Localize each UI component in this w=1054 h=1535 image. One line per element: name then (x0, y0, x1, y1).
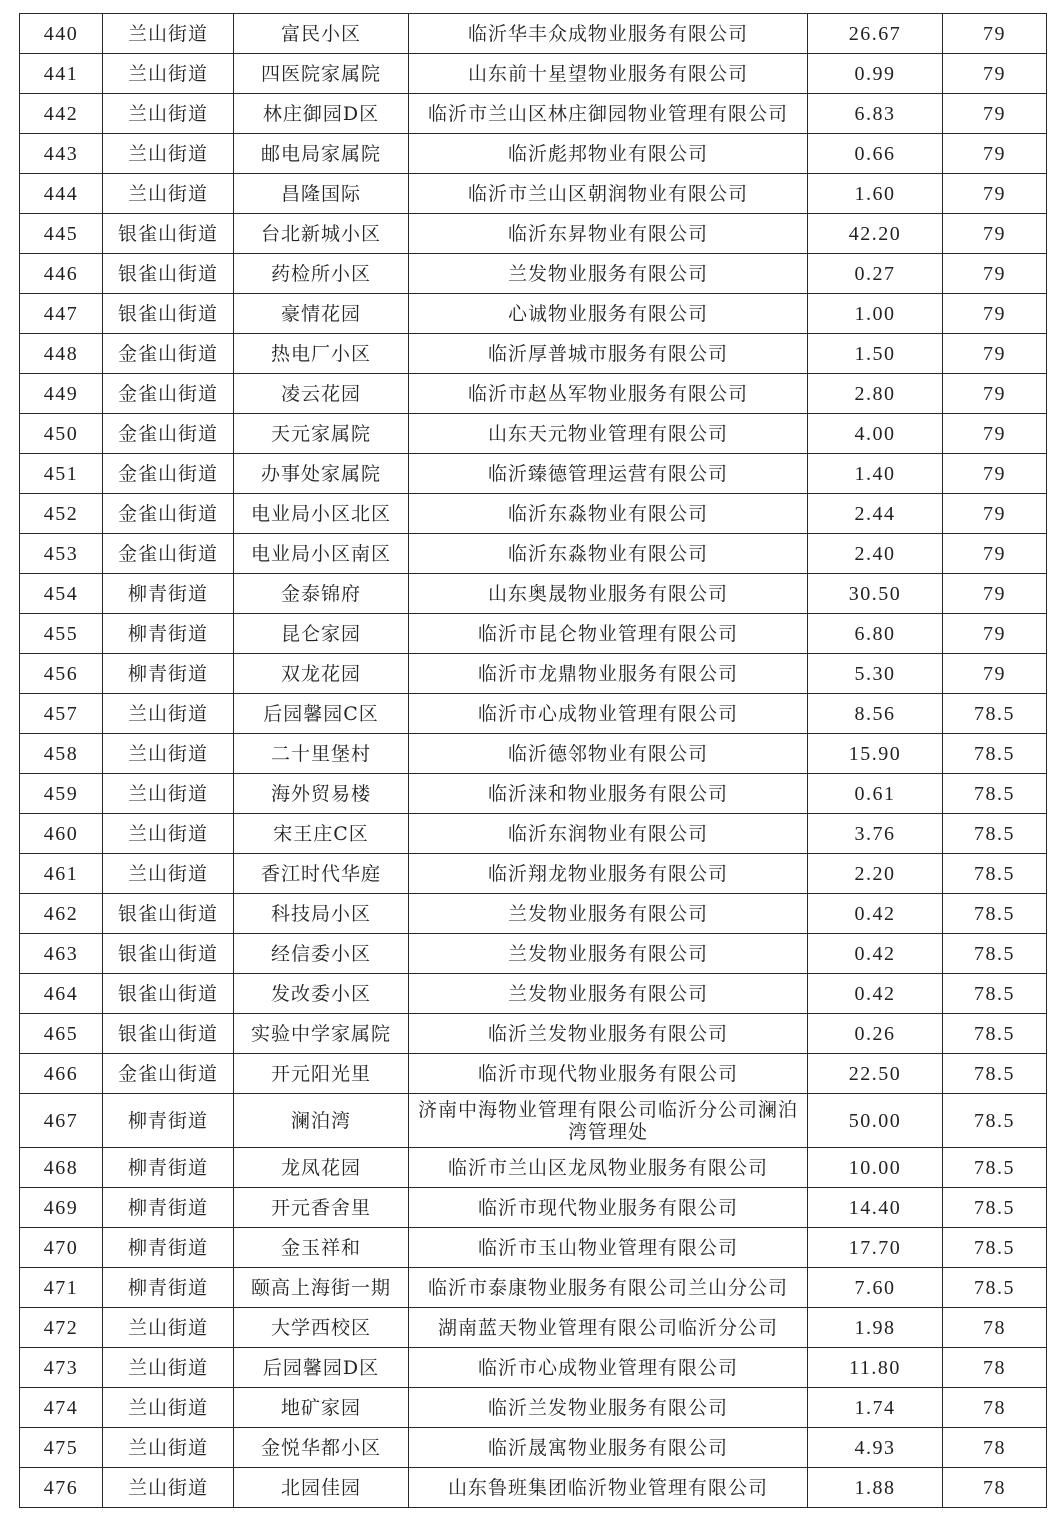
table-row (20, 134, 1047, 174)
area-cell: 8.56 (808, 694, 943, 734)
company-cell: 临沂市兰山区龙凤物业服务有限公司 (409, 1148, 808, 1188)
row-number-cell: 453 (20, 534, 103, 574)
row-number-cell: 447 (20, 294, 103, 334)
area-cell: 17.70 (808, 1228, 943, 1268)
score-cell: 78.5 (943, 854, 1047, 894)
score-cell: 79 (943, 134, 1047, 174)
community-cell: 二十里堡村 (234, 734, 409, 774)
area-cell: 1.88 (808, 1468, 943, 1508)
street-cell: 银雀山街道 (103, 294, 234, 334)
company-cell: 临沂东淼物业有限公司 (409, 534, 808, 574)
company-cell: 临沂市兰山区林庄御园物业管理有限公司 (409, 94, 808, 134)
company-cell: 临沂晟寓物业服务有限公司 (409, 1428, 808, 1468)
street-cell: 兰山街道 (103, 94, 234, 134)
street-cell: 银雀山街道 (103, 1014, 234, 1054)
street-cell: 兰山街道 (103, 14, 234, 54)
row-number-cell: 467 (20, 1094, 103, 1148)
score-cell: 79 (943, 614, 1047, 654)
row-number-cell: 455 (20, 614, 103, 654)
community-cell: 金玉祥和 (234, 1228, 409, 1268)
community-cell: 林庄御园D区 (234, 94, 409, 134)
score-cell: 79 (943, 214, 1047, 254)
street-cell: 银雀山街道 (103, 214, 234, 254)
company-cell: 临沂市泰康物业服务有限公司兰山分公司 (409, 1268, 808, 1308)
table-row (20, 334, 1047, 374)
street-cell: 兰山街道 (103, 1348, 234, 1388)
community-cell: 香江时代华庭 (234, 854, 409, 894)
street-cell: 兰山街道 (103, 174, 234, 214)
company-cell: 山东鲁班集团临沂物业管理有限公司 (409, 1468, 808, 1508)
street-cell: 银雀山街道 (103, 254, 234, 294)
area-cell: 6.80 (808, 614, 943, 654)
community-cell: 天元家属院 (234, 414, 409, 454)
row-number-cell: 441 (20, 54, 103, 94)
company-cell: 山东前十星望物业服务有限公司 (409, 54, 808, 94)
company-cell: 兰发物业服务有限公司 (409, 934, 808, 974)
row-number-cell: 459 (20, 774, 103, 814)
area-cell: 2.44 (808, 494, 943, 534)
score-cell: 78.5 (943, 1054, 1047, 1094)
score-cell: 78.5 (943, 974, 1047, 1014)
area-cell: 14.40 (808, 1188, 943, 1228)
score-cell: 79 (943, 54, 1047, 94)
score-cell: 78.5 (943, 1094, 1047, 1148)
row-number-cell: 444 (20, 174, 103, 214)
company-cell: 临沂臻德管理运营有限公司 (409, 454, 808, 494)
score-cell: 78 (943, 1308, 1047, 1348)
score-cell: 78.5 (943, 934, 1047, 974)
community-cell: 龙凤花园 (234, 1148, 409, 1188)
company-cell: 兰发物业服务有限公司 (409, 894, 808, 934)
community-cell: 昌隆国际 (234, 174, 409, 214)
table-row (20, 494, 1047, 534)
street-cell: 兰山街道 (103, 1468, 234, 1508)
row-number-cell: 451 (20, 454, 103, 494)
row-number-cell: 460 (20, 814, 103, 854)
community-cell: 电业局小区北区 (234, 494, 409, 534)
score-cell: 79 (943, 254, 1047, 294)
row-number-cell: 474 (20, 1388, 103, 1428)
table-row (20, 14, 1047, 54)
community-cell: 后园馨园D区 (234, 1348, 409, 1388)
table-row (20, 814, 1047, 854)
street-cell: 兰山街道 (103, 694, 234, 734)
table-row (20, 1148, 1047, 1188)
company-cell: 临沂市玉山物业管理有限公司 (409, 1228, 808, 1268)
area-cell: 5.30 (808, 654, 943, 694)
row-number-cell: 476 (20, 1468, 103, 1508)
row-number-cell: 442 (20, 94, 103, 134)
row-number-cell: 458 (20, 734, 103, 774)
score-cell: 78.5 (943, 894, 1047, 934)
table-row (20, 854, 1047, 894)
company-cell: 临沂东淼物业有限公司 (409, 494, 808, 534)
community-cell: 办事处家属院 (234, 454, 409, 494)
company-cell: 临沂市心成物业管理有限公司 (409, 694, 808, 734)
row-number-cell: 468 (20, 1148, 103, 1188)
street-cell: 金雀山街道 (103, 454, 234, 494)
street-cell: 柳青街道 (103, 1188, 234, 1228)
community-cell: 实验中学家属院 (234, 1014, 409, 1054)
score-cell: 78.5 (943, 814, 1047, 854)
score-cell: 79 (943, 654, 1047, 694)
area-cell: 3.76 (808, 814, 943, 854)
street-cell: 银雀山街道 (103, 934, 234, 974)
community-cell: 邮电局家属院 (234, 134, 409, 174)
community-cell: 金悦华都小区 (234, 1428, 409, 1468)
company-cell: 临沂市现代物业服务有限公司 (409, 1054, 808, 1094)
row-number-cell: 440 (20, 14, 103, 54)
table-row (20, 894, 1047, 934)
area-cell: 6.83 (808, 94, 943, 134)
table-row (20, 654, 1047, 694)
community-cell: 科技局小区 (234, 894, 409, 934)
table-row (20, 1054, 1047, 1094)
community-cell: 药检所小区 (234, 254, 409, 294)
street-cell: 金雀山街道 (103, 414, 234, 454)
community-cell: 宋王庄C区 (234, 814, 409, 854)
street-cell: 金雀山街道 (103, 374, 234, 414)
row-number-cell: 449 (20, 374, 103, 414)
area-cell: 1.50 (808, 334, 943, 374)
table-row (20, 934, 1047, 974)
row-number-cell: 472 (20, 1308, 103, 1348)
score-cell: 79 (943, 414, 1047, 454)
area-cell: 0.42 (808, 894, 943, 934)
row-number-cell: 465 (20, 1014, 103, 1054)
row-number-cell: 463 (20, 934, 103, 974)
company-cell: 临沂东昇物业有限公司 (409, 214, 808, 254)
table-row (20, 374, 1047, 414)
row-number-cell: 473 (20, 1348, 103, 1388)
area-cell: 1.00 (808, 294, 943, 334)
community-cell: 双龙花园 (234, 654, 409, 694)
area-cell: 26.67 (808, 14, 943, 54)
street-cell: 兰山街道 (103, 814, 234, 854)
area-cell: 0.66 (808, 134, 943, 174)
score-cell: 78.5 (943, 1014, 1047, 1054)
community-cell: 开元香舍里 (234, 1188, 409, 1228)
community-cell: 热电厂小区 (234, 334, 409, 374)
table-row (20, 974, 1047, 1014)
area-cell: 22.50 (808, 1054, 943, 1094)
row-number-cell: 471 (20, 1268, 103, 1308)
community-cell: 后园馨园C区 (234, 694, 409, 734)
area-cell: 10.00 (808, 1148, 943, 1188)
score-cell: 79 (943, 94, 1047, 134)
street-cell: 兰山街道 (103, 1388, 234, 1428)
table-row (20, 1014, 1047, 1054)
area-cell: 1.40 (808, 454, 943, 494)
area-cell: 0.42 (808, 934, 943, 974)
row-number-cell: 464 (20, 974, 103, 1014)
area-cell: 0.27 (808, 254, 943, 294)
company-cell: 山东天元物业管理有限公司 (409, 414, 808, 454)
community-cell: 大学西校区 (234, 1308, 409, 1348)
area-cell: 0.42 (808, 974, 943, 1014)
table-row (20, 694, 1047, 734)
table-row (20, 214, 1047, 254)
company-cell: 湖南蓝天物业管理有限公司临沂分公司 (409, 1308, 808, 1348)
area-cell: 42.20 (808, 214, 943, 254)
company-cell: 临沂厚普城市服务有限公司 (409, 334, 808, 374)
table-row (20, 1094, 1047, 1148)
area-cell: 2.40 (808, 534, 943, 574)
area-cell: 30.50 (808, 574, 943, 614)
table-row (20, 1308, 1047, 1348)
street-cell: 金雀山街道 (103, 494, 234, 534)
street-cell: 金雀山街道 (103, 1054, 234, 1094)
community-cell: 经信委小区 (234, 934, 409, 974)
score-cell: 79 (943, 574, 1047, 614)
area-cell: 0.26 (808, 1014, 943, 1054)
company-cell: 临沂彪邦物业有限公司 (409, 134, 808, 174)
area-cell: 4.00 (808, 414, 943, 454)
area-cell: 1.74 (808, 1388, 943, 1428)
table-row (20, 574, 1047, 614)
company-cell: 临沂市龙鼎物业服务有限公司 (409, 654, 808, 694)
score-cell: 79 (943, 14, 1047, 54)
table-row (20, 294, 1047, 334)
community-cell: 富民小区 (234, 14, 409, 54)
score-cell: 78.5 (943, 734, 1047, 774)
company-cell: 兰发物业服务有限公司 (409, 974, 808, 1014)
row-number-cell: 446 (20, 254, 103, 294)
score-cell: 79 (943, 334, 1047, 374)
table-row (20, 1228, 1047, 1268)
row-number-cell: 466 (20, 1054, 103, 1094)
company-cell: 心诚物业服务有限公司 (409, 294, 808, 334)
community-cell: 海外贸易楼 (234, 774, 409, 814)
table-row (20, 454, 1047, 494)
row-number-cell: 462 (20, 894, 103, 934)
street-cell: 柳青街道 (103, 1148, 234, 1188)
street-cell: 兰山街道 (103, 734, 234, 774)
street-cell: 柳青街道 (103, 574, 234, 614)
score-cell: 78.5 (943, 1268, 1047, 1308)
area-cell: 1.98 (808, 1308, 943, 1348)
company-cell: 济南中海物业管理有限公司临沂分公司澜泊湾管理处 (409, 1094, 808, 1148)
table-row (20, 1428, 1047, 1468)
street-cell: 兰山街道 (103, 134, 234, 174)
table-row (20, 534, 1047, 574)
area-cell: 2.20 (808, 854, 943, 894)
street-cell: 金雀山街道 (103, 534, 234, 574)
street-cell: 兰山街道 (103, 54, 234, 94)
community-cell: 凌云花园 (234, 374, 409, 414)
community-cell: 电业局小区南区 (234, 534, 409, 574)
community-cell: 开元阳光里 (234, 1054, 409, 1094)
street-cell: 兰山街道 (103, 774, 234, 814)
table-row (20, 1348, 1047, 1388)
street-cell: 柳青街道 (103, 1228, 234, 1268)
table-row (20, 254, 1047, 294)
area-cell: 7.60 (808, 1268, 943, 1308)
area-cell: 2.80 (808, 374, 943, 414)
row-number-cell: 443 (20, 134, 103, 174)
area-cell: 50.00 (808, 1094, 943, 1148)
score-cell: 78.5 (943, 694, 1047, 734)
company-cell: 临沂翔龙物业服务有限公司 (409, 854, 808, 894)
area-cell: 4.93 (808, 1428, 943, 1468)
area-cell: 1.60 (808, 174, 943, 214)
street-cell: 兰山街道 (103, 854, 234, 894)
score-cell: 78 (943, 1428, 1047, 1468)
company-cell: 临沂华丰众成物业服务有限公司 (409, 14, 808, 54)
street-cell: 兰山街道 (103, 1428, 234, 1468)
company-cell: 临沂德邻物业有限公司 (409, 734, 808, 774)
community-cell: 颐高上海街一期 (234, 1268, 409, 1308)
table-row (20, 54, 1047, 94)
area-cell: 11.80 (808, 1348, 943, 1388)
company-cell: 临沂市兰山区朝润物业有限公司 (409, 174, 808, 214)
table-row (20, 734, 1047, 774)
row-number-cell: 457 (20, 694, 103, 734)
score-cell: 79 (943, 174, 1047, 214)
company-cell: 兰发物业服务有限公司 (409, 254, 808, 294)
score-cell: 79 (943, 454, 1047, 494)
company-cell: 临沂市心成物业管理有限公司 (409, 1348, 808, 1388)
table-body (20, 14, 1047, 1508)
score-cell: 79 (943, 494, 1047, 534)
score-cell: 79 (943, 294, 1047, 334)
street-cell: 柳青街道 (103, 654, 234, 694)
row-number-cell: 456 (20, 654, 103, 694)
community-cell: 北园佳园 (234, 1468, 409, 1508)
community-cell: 四医院家属院 (234, 54, 409, 94)
street-cell: 金雀山街道 (103, 334, 234, 374)
table-row (20, 1468, 1047, 1508)
company-cell: 临沂涞和物业服务有限公司 (409, 774, 808, 814)
score-cell: 78 (943, 1388, 1047, 1428)
community-cell: 昆仑家园 (234, 614, 409, 654)
score-cell: 79 (943, 374, 1047, 414)
company-cell: 临沂市现代物业服务有限公司 (409, 1188, 808, 1228)
table-row (20, 1188, 1047, 1228)
score-cell: 79 (943, 534, 1047, 574)
table-row (20, 1388, 1047, 1428)
score-cell: 78.5 (943, 774, 1047, 814)
area-cell: 0.99 (808, 54, 943, 94)
street-cell: 银雀山街道 (103, 894, 234, 934)
row-number-cell: 469 (20, 1188, 103, 1228)
street-cell: 柳青街道 (103, 1268, 234, 1308)
row-number-cell: 470 (20, 1228, 103, 1268)
score-cell: 78.5 (943, 1148, 1047, 1188)
area-cell: 0.61 (808, 774, 943, 814)
row-number-cell: 454 (20, 574, 103, 614)
row-number-cell: 475 (20, 1428, 103, 1468)
row-number-cell: 448 (20, 334, 103, 374)
area-cell: 15.90 (808, 734, 943, 774)
table-row (20, 1268, 1047, 1308)
company-cell: 临沂东润物业有限公司 (409, 814, 808, 854)
street-cell: 银雀山街道 (103, 974, 234, 1014)
community-cell: 地矿家园 (234, 1388, 409, 1428)
company-cell: 山东奥晟物业服务有限公司 (409, 574, 808, 614)
score-cell: 78.5 (943, 1188, 1047, 1228)
company-cell: 临沂市赵丛军物业服务有限公司 (409, 374, 808, 414)
table-row (20, 614, 1047, 654)
community-cell: 豪情花园 (234, 294, 409, 334)
row-number-cell: 445 (20, 214, 103, 254)
table-row (20, 774, 1047, 814)
community-cell: 澜泊湾 (234, 1094, 409, 1148)
row-number-cell: 450 (20, 414, 103, 454)
score-cell: 78.5 (943, 1228, 1047, 1268)
score-cell: 78 (943, 1348, 1047, 1388)
company-cell: 临沂兰发物业服务有限公司 (409, 1014, 808, 1054)
score-cell: 78 (943, 1468, 1047, 1508)
row-number-cell: 452 (20, 494, 103, 534)
street-cell: 兰山街道 (103, 1308, 234, 1348)
company-cell: 临沂兰发物业服务有限公司 (409, 1388, 808, 1428)
table-row (20, 414, 1047, 454)
street-cell: 柳青街道 (103, 614, 234, 654)
property-rating-table (19, 13, 1047, 1508)
row-number-cell: 461 (20, 854, 103, 894)
community-cell: 发改委小区 (234, 974, 409, 1014)
table-row (20, 174, 1047, 214)
community-cell: 台北新城小区 (234, 214, 409, 254)
table-row (20, 94, 1047, 134)
community-cell: 金泰锦府 (234, 574, 409, 614)
company-cell: 临沂市昆仑物业管理有限公司 (409, 614, 808, 654)
street-cell: 柳青街道 (103, 1094, 234, 1148)
